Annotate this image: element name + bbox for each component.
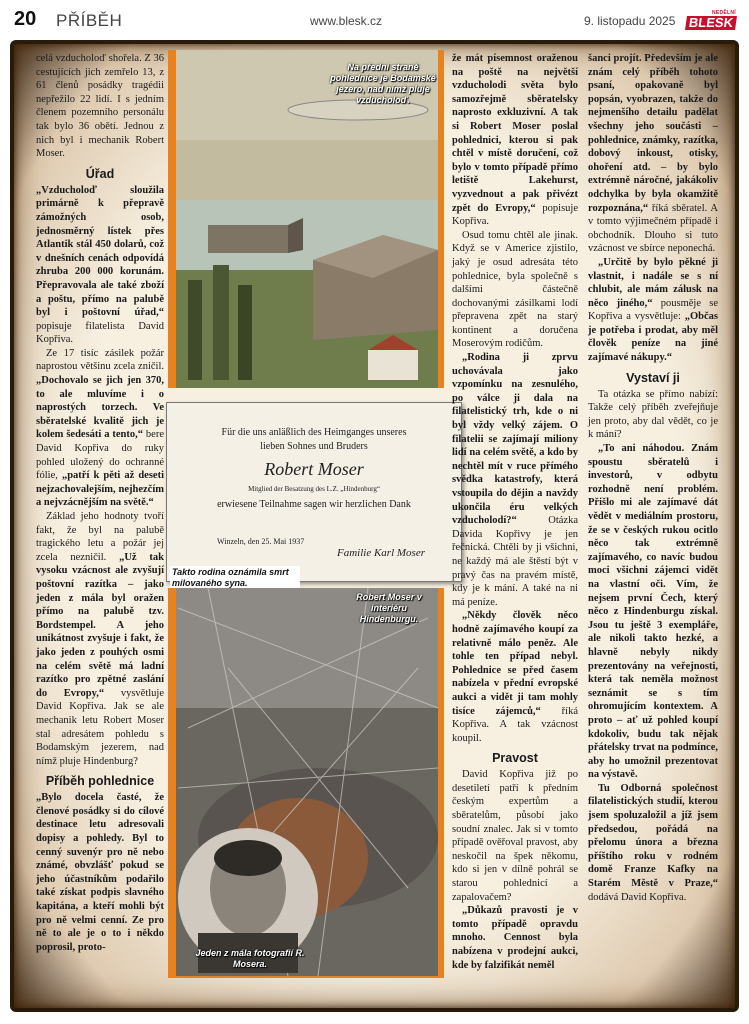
obituary-place-date: Winzeln, den 25. Mai 1937 [217, 537, 305, 546]
quote: „Bylo docela časté, že členové posádky si do cílové destinace letu adresovali dopisy a pohledy. Byl to cenný suvenýr pro ně nebo známé, obvzlášť pokud se jeho účastníkům podařilo také získat podpis slavného kapitána, a kteří mohli být pro ně velmi cenní. Ze pro ně to ale je o to i někdo poprosil, proto- [36, 792, 164, 953]
attribution: říká sběratel. A v tomto výjimečném případě i obchodník. Dlouho si tuto vzácnost ve sbírce neponechá. [588, 202, 718, 255]
obituary-caption: Takto rodina oznámila smrt milovaného syna. [170, 566, 300, 590]
quote: „Důkazů pravosti je v tomto případě opravdu mnoho. Cennost byla nabízena v prodejní aukci, kde by falzifikát neměl [452, 905, 578, 971]
attribution: říká Kopřiva. A tak vzácnost koupil. [452, 705, 578, 744]
attribution: popisuje Kopřiva. [452, 202, 578, 228]
obituary-line: erwiesene Teilnahme sagen wir herzlichen Dank [217, 499, 411, 510]
page-header [14, 10, 736, 34]
obituary-line: Mitglied der Besatzung des L.Z. „Hindenburg“ [248, 485, 380, 493]
paragraph: Ta otázka se přímo nabízí: Takže celý příběh zveřejňuje jen proto, aby dal vědět, co je k mání? [588, 388, 718, 441]
paragraph: David Kopřiva již po desetiletí patří k předním českým expertům a sběratelům, působí jako soudní znalec. Jak si v tomto případě ověřoval pravost, aby neskočil na špek někomu, kdo si jen v dílně pohrál se starou pohlednicí a zapalovačem? [452, 769, 578, 903]
interior-photo [168, 588, 444, 978]
obituary-line: Für die uns anläßlich des Heimganges unseres [221, 427, 407, 438]
text: Ze 17 tisíc zásilek požár naprostou většinu zcela zničil. [36, 347, 164, 373]
quote: „Už tak vysoku vzácnost ale zvyšují poštovní razítka – jako jeden z mála byl oražen přímo na palubě tzv. Bordstempel. A jeho unikátnost zvyšuje i fakt, že jako jeden z pouhých osmi na celém světě má ladní razítko pro zpětné zaslání do Evropy,“ [36, 551, 164, 699]
quote: že mát písemnost oraženou na poště na největší vzducholodi světa bylo samozřejmě sběratelsky naprosto exkluzivní. A tak si Robert Moser poslal pohlednici, kterou si pak chtěl v místě doručení, což bylo v tomto případě přímo letiště Lakehurst, vyzvednout a pak přivézt zpět do Evropy,“ [452, 53, 578, 214]
paragraph: Osud tomu chtěl ale jinak. Když se v Americe zjistilo, jaký je osud adresáta této pohlednice, byla společně s dalšími částečně dochovanými zásilkami lodí přepravena zpět na starý kontinent a doručena Moserovým rodičům. [452, 229, 578, 350]
subheading-urad: Úřad [85, 166, 115, 181]
paragraph: celá vzducholoď shořela. Z 36 cestujících jich zemřelo 13, z 61 členů posádky tragédii nepřežilo 22 lidí. I s jedním členem pozemního personálu tak bylo 36 obětí. Jednou z nich byl i mechanik Robert Moser. [36, 53, 164, 160]
paragraph [588, 256, 718, 365]
page-number: 20 [14, 8, 37, 30]
logo-wordmark: BLESK [685, 16, 737, 30]
text: vysvětluje David Kopřiva. Jak se ale mechanik letu Robert Moser stal adresátem pohledu s Bodamským jezerem, nad nímž pluje Hindenburg? [36, 687, 164, 767]
logo-subtitle: NEDĚLNÍ [711, 10, 736, 16]
site-url[interactable]: www.blesk.cz [310, 14, 383, 28]
text: bere David Kopřiva do ruky pohled uložený do ochranné fólie, [36, 429, 164, 482]
article-column-4 [588, 52, 718, 904]
portrait-caption: Jeden z mála fotografií R. Mosera. [195, 948, 305, 969]
postcard-image [168, 50, 444, 388]
attribution: popisuje filatelista David Kopřiva. [36, 320, 164, 346]
interior-image [168, 588, 444, 978]
obituary-name: Robert Moser [264, 459, 364, 479]
quote: „Vzducholoď sloužila primárně k přepravě zámožných osob, jednosměrný lístek přes Atlantik stál 450 dolarů, což v dnešních cenách odpovídá zhruba 200 000 korunám. Přepravovala ale také zboží a poštu, přímo na palubě byl i poštovní úřad,“ [36, 184, 164, 319]
paragraph [452, 52, 578, 229]
article-column-3 [452, 52, 578, 972]
paragraph [452, 609, 578, 745]
quote: „Někdy člověk něco hodně zajímavého koupí za relativně málo peněz. Ale tohle ten případ nebyl. Pohlednice se před časem nabízela v přední evropské aukci a vidět ji tam mohly tisíce zájemců,“ [452, 610, 578, 717]
paragraph [588, 782, 718, 904]
interior-caption: Robert Moser v interiéru Hindenburgu. [356, 592, 422, 624]
subheading-pravost: Pravost [492, 751, 538, 766]
quote: „Určitě by bylo pěkné ji vlastnit, i nadále se s ní chlubit, ale mám zálusk na něco jiného,“ [588, 256, 718, 309]
quote: „patří k pěti až deseti nejzachovalejším, nejhezčím a nejvzácnějším na světě.“ [36, 470, 164, 509]
quote: šanci projít. Především je ale znám celý příběh tohoto psaní, opakovaně byl popsán, vyobrazen, takže do nejmenšího detailu padělat všechny jeho součásti – pohlednice, známky, razítka, dobový inkoust, otisky, ohoření atd. – by bylo extrémně náročné, jakákoliv odchylka by byla okamžitě rozpoznána,“ [588, 53, 718, 214]
paragraph [36, 184, 164, 347]
paragraph [452, 904, 578, 972]
text: pousměje se Kopřiva a vysvětluje: [588, 297, 718, 323]
quote: „To ani náhodou. Znám spoustu sběratelů i investorů, v odbytu rozhodně není problém. Přišlo mi ale zajímavé dát vědět v mediálním prostoru, že se v českých rukou ocitlo něco tak extrémně zajímavého, co navíc budou moci všichni zájemci vidět na vlastní oči. Vím, že nejsem první Čech, který něco z Hindenburgu získal. Jsou tu ještě 3 exempláře, ale nikoli takto hezké, a hlavně nebyly nikdy prezentovány na veřejnosti, která tak neměla možnost seznámit se s tím ohromujícím kontextem. A proto – ať už pohled koupí kdokoliv, budu tak nějak přátelsky trvat na podmínce, aby ho umožnil prezentovat na výstavě. [588, 443, 718, 781]
paragraph [36, 791, 164, 953]
article-column-1 [36, 52, 164, 953]
subheading-vystavi: Vystaví ji [626, 370, 680, 385]
paragraph [588, 52, 718, 256]
postcard-caption: Na přední straně pohlednice je Bodamské jezero, nad nímž pluje vzducholoď. [330, 62, 436, 105]
attribution: dodává David Kopřiva. [588, 891, 687, 903]
text: Základ jeho hodnoty tvoří fakt, že byl na palubě tragického letu a požár jej zcela nezničil. [36, 511, 164, 563]
obituary-family: Familie Karl Moser [337, 547, 425, 559]
paragraph [588, 442, 718, 782]
quote: Tu Odborná společnost filatelistických studií, kterou jsem spoluzaložil a jíž jsem předsedou, pořádá na přelomu února a března příštího roku v rodném domě Franze Kafky na Starém Městě v Praze,“ [588, 782, 718, 890]
obituary-card [166, 402, 462, 582]
section-title: PŘÍBĚH [56, 11, 123, 30]
subheading-pribeh: Příběh pohlednice [45, 774, 155, 789]
paragraph [36, 510, 164, 768]
blesk-logo [686, 10, 736, 32]
paragraph [36, 347, 164, 510]
text: Otázka Davida Kopřivy je jen řečnická. Chtěli by ji všichni, ne každý má ale štěstí být v pravý čas na pravém místě, kdy je k mání. A také na ni má peníze. [452, 515, 578, 608]
quote: „Dochovalo se jich jen 370, to ale mluvíme i o naprostých torzech. Ve sběratelské kvalitě jich je kolem šedesáti a tento,“ [36, 375, 164, 441]
paragraph [452, 351, 578, 609]
issue-date: 9. listopadu 2025 [584, 14, 676, 28]
obituary-line: lieben Sohnes und Bruders [260, 441, 368, 452]
quote: „Občas je potřeba i prodat, aby měl člověk peníze na jiné zajímavé nákupy.“ [588, 311, 718, 364]
quote: „Rodina ji zprvu uchovávala jako vzpomínku na zesnulého, po válce ji dala na filatelistický trh, kde o ni byl vždy velký zájem. O filatelii se zajímají miliony lidí na celém světě, a kdo by nechtěl mít v ruce přímého svědka katastrofy, která vstoupila do dějin a navždy ukončila éru velkých vzducholodí?“ [452, 352, 578, 527]
